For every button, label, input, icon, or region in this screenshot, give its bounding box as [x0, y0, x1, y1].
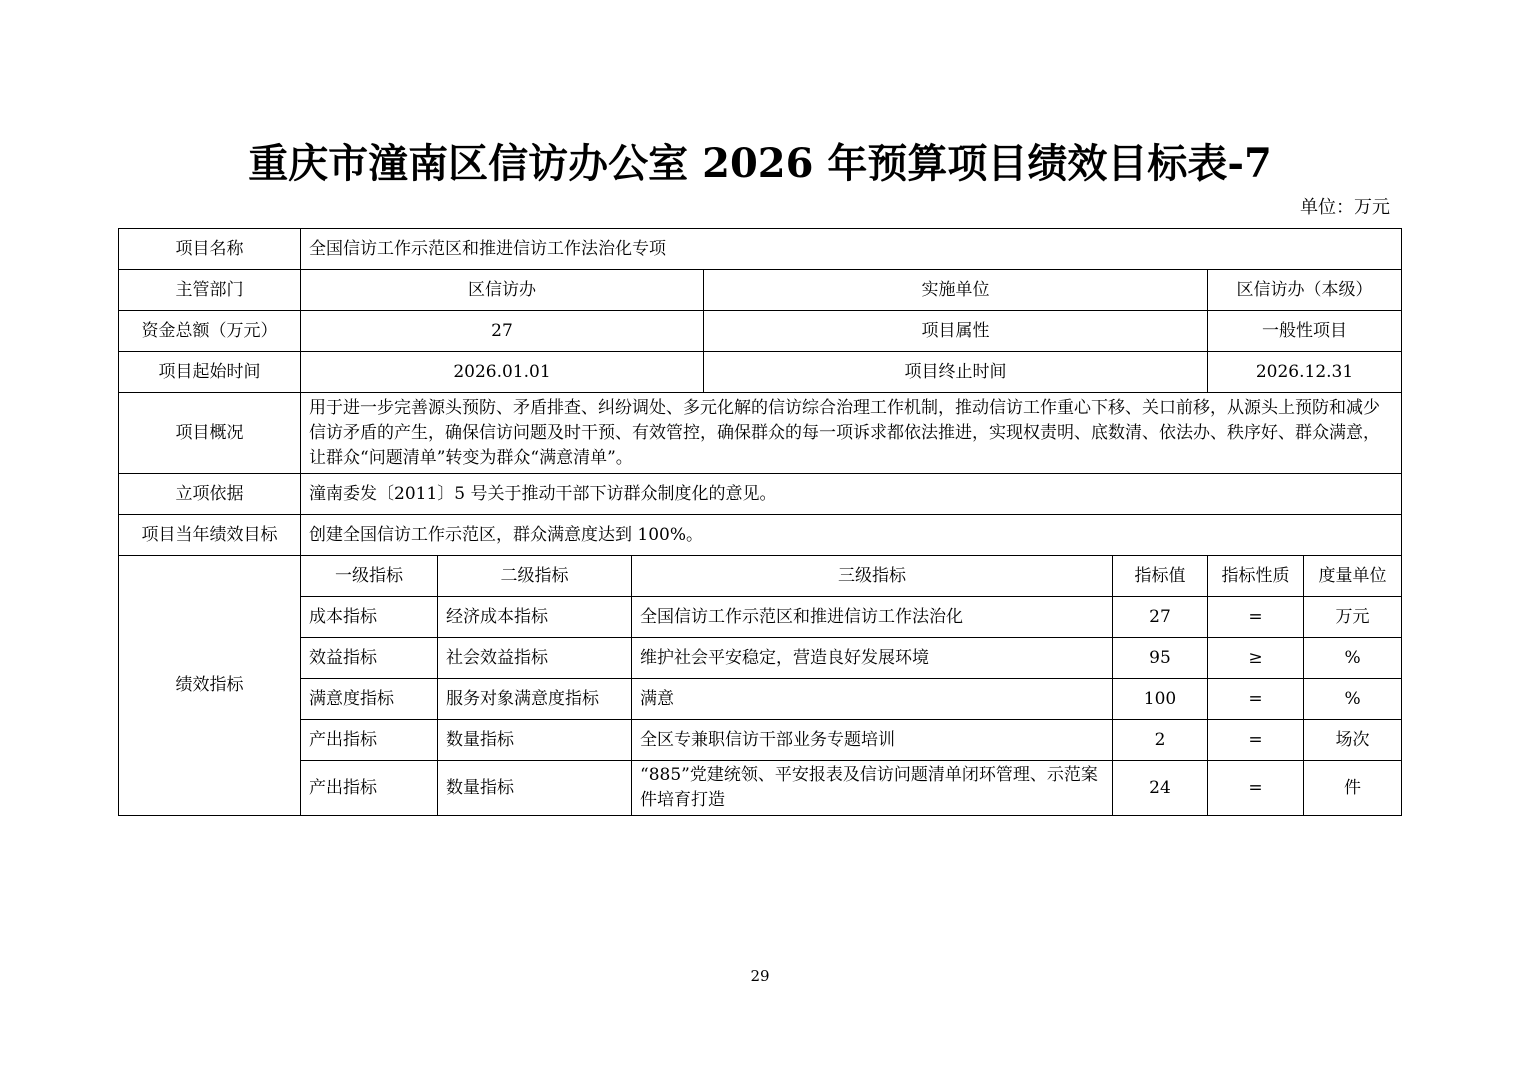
indicator-level3: 维护社会平安稳定，营造良好发展环境	[632, 638, 1113, 679]
indicator-level3: 全国信访工作示范区和推进信访工作法治化	[632, 597, 1113, 638]
annual-goal-value: 创建全国信访工作示范区，群众满意度达到 100%。	[301, 515, 1402, 556]
indicator-unit: 件	[1304, 761, 1402, 816]
indicators-label: 绩效指标	[119, 556, 301, 816]
indicator-value: 27	[1113, 597, 1208, 638]
indicator-level1: 效益指标	[301, 638, 438, 679]
header-unit: 度量单位	[1304, 556, 1402, 597]
table-row	[119, 352, 1402, 393]
indicator-nature: ≥	[1208, 638, 1304, 679]
indicator-nature: =	[1208, 761, 1304, 816]
document-title: 重庆市潼南区信访办公室 2026 年预算项目绩效目标表-7	[248, 140, 1272, 187]
indicator-level2: 服务对象满意度指标	[438, 679, 632, 720]
indicator-level1: 满意度指标	[301, 679, 438, 720]
end-date-value: 2026.12.31	[1208, 352, 1402, 393]
table-row	[119, 270, 1402, 311]
indicator-level2: 经济成本指标	[438, 597, 632, 638]
indicator-level3: 满意	[632, 679, 1113, 720]
funds-label: 资金总额（万元）	[119, 311, 301, 352]
end-date-label: 项目终止时间	[704, 352, 1208, 393]
basis-value: 潼南委发〔2011〕5 号关于推动干部下访群众制度化的意见。	[301, 474, 1402, 515]
header-level1: 一级指标	[301, 556, 438, 597]
performance-table	[118, 228, 1402, 816]
table-row	[119, 311, 1402, 352]
indicator-level2: 数量指标	[438, 720, 632, 761]
table-row	[119, 229, 1402, 270]
indicator-row	[119, 597, 1402, 638]
annual-goal-label: 项目当年绩效目标	[119, 515, 301, 556]
indicator-unit: %	[1304, 679, 1402, 720]
overview-label: 项目概况	[119, 393, 301, 474]
project-attribute-label: 项目属性	[704, 311, 1208, 352]
implementing-unit-value: 区信访办（本级）	[1208, 270, 1402, 311]
project-attribute-value: 一般性项目	[1208, 311, 1402, 352]
table-row	[119, 393, 1402, 474]
header-value: 指标值	[1113, 556, 1208, 597]
indicator-value: 24	[1113, 761, 1208, 816]
unit-label: 单位：万元	[1300, 197, 1390, 218]
indicator-unit: 场次	[1304, 720, 1402, 761]
header-level3: 三级指标	[632, 556, 1113, 597]
indicator-row	[119, 761, 1402, 816]
table-row	[119, 515, 1402, 556]
department-value: 区信访办	[301, 270, 704, 311]
indicator-nature: =	[1208, 720, 1304, 761]
header-level2: 二级指标	[438, 556, 632, 597]
implementing-unit-label: 实施单位	[704, 270, 1208, 311]
indicator-unit: 万元	[1304, 597, 1402, 638]
header-nature: 指标性质	[1208, 556, 1304, 597]
project-name-label: 项目名称	[119, 229, 301, 270]
indicator-level2: 社会效益指标	[438, 638, 632, 679]
basis-label: 立项依据	[119, 474, 301, 515]
indicator-row	[119, 638, 1402, 679]
table-row	[119, 556, 1402, 597]
indicator-row	[119, 679, 1402, 720]
indicator-value: 100	[1113, 679, 1208, 720]
table-row	[119, 474, 1402, 515]
indicator-nature: =	[1208, 679, 1304, 720]
indicator-level1: 产出指标	[301, 761, 438, 816]
start-date-value: 2026.01.01	[301, 352, 704, 393]
start-date-label: 项目起始时间	[119, 352, 301, 393]
department-label: 主管部门	[119, 270, 301, 311]
indicator-unit: %	[1304, 638, 1402, 679]
indicator-value: 2	[1113, 720, 1208, 761]
funds-value: 27	[301, 311, 704, 352]
page-number: 29	[750, 967, 770, 985]
indicator-level3: 全区专兼职信访干部业务专题培训	[632, 720, 1113, 761]
indicator-value: 95	[1113, 638, 1208, 679]
indicator-level1: 成本指标	[301, 597, 438, 638]
indicator-nature: =	[1208, 597, 1304, 638]
indicator-level3: “885”党建统领、平安报表及信访问题清单闭环管理、示范案件培育打造	[632, 761, 1113, 816]
overview-value: 用于进一步完善源头预防、矛盾排查、纠纷调处、多元化解的信访综合治理工作机制，推动信访工作重心下移、关口前移，从源头上预防和减少信访矛盾的产生，确保信访问题及时干预、有效管控，确保群众的每一项诉求都依法推进，实现权责明、底数清、依法办、秩序好、群众满意，让群众“问题清单”转变为群众“满意清单”。	[301, 393, 1402, 474]
indicator-row	[119, 720, 1402, 761]
project-name-value: 全国信访工作示范区和推进信访工作法治化专项	[301, 229, 1402, 270]
indicator-level2: 数量指标	[438, 761, 632, 816]
indicator-level1: 产出指标	[301, 720, 438, 761]
